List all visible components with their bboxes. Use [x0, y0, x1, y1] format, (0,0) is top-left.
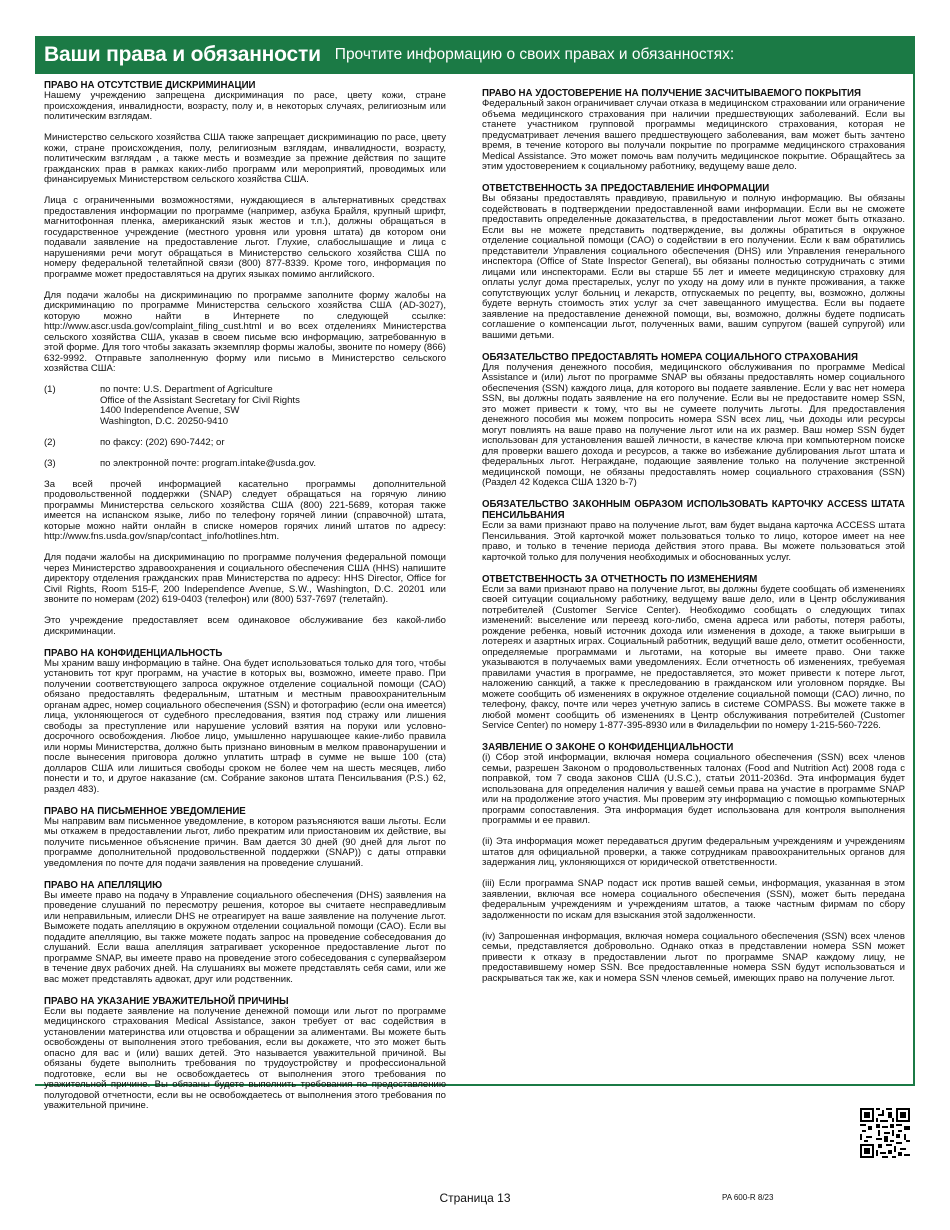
section-ssn — [482, 352, 905, 489]
paragraph: Если за вами признают право на получение льгот, вы должны будете сообщать об изменениях своей ситуации социальному работнику, ведущему ваше дело, или в Центр обслуживания потребителей (Customer Service Center). Необходимо сообщать о следующих типах изменений: выселение или переезд кого-либо, смена адреса или работы, потеря работы, рождение ребенка, новый источник дохода или изменения в доходе, а также выигрыши в лотереях и азартных играх. Социальный работник, ведущий ваше дело, отметит особенности, определяемые программами и льготами, на которые вы имеете право. Они также указываются в получаемых вами уведомлениях. Если отчетность об изменениях, требуемая правилами участия в программе, не предоставляется, это может привести к потере льгот, наложению санкций, а также к преследованию в гражданском или уголовном порядке. Вы можете сообщить об изменениях в окружное отделение социальной помощи (CAO) лично, по телефону, факсу, почте или через учетную запись в системе COMPASS. Вы можете также в любой момент сообщить об изменениях в Центр обслуживания потребителей (Customer Service Center) по номеру 1-877-395-8930 или в Филадельфии по номеру 1-215-560-7226. — [482, 583, 905, 731]
section-access-card — [482, 499, 905, 563]
paragraph: Вы имеете право на подачу в Управление социального обеспечения (DHS) заявления на проведение слушаний по пересмотру решения, которое вы считаете несправедливым или неправильным, илиесли DHS не отреагирует на ваше заявление на получение льгот. Выможете подать апелляцию в окружном отделении социальной помощи (CAO). Если вы подадите апелляцию, вы также можете подать запрос на проведение собеседования до слушаний. Если ваша апелляция затрагивает ускоренное предоставление льгот по программе SNAP, вы имеете право на проведение этого собеседования с супервайзером в течение двух рабочих дней. На слушаниях вы можете представлять себя сами, или же вас может представлять адвокат, друг или родственник. — [44, 889, 446, 985]
section-heading: ПРАВО НА ОТСУТСТВИЕ ДИСКРИМИНАЦИИ — [44, 80, 256, 91]
section-creditable-coverage — [482, 88, 905, 173]
paragraph: Для получения денежного пособия, медицинского обслуживания по программе Medical Assistance и (или) льгот по программе SNAP вы обязаны предоставлять номер социального обеспечения (SSN) каждого лица, для которого вы подаете заявление. Если у вас нет номера SSN, вы должны подать заявление на его получение. Если вы не предоставите номер SSN, это может привести к тому, что вы не сумеете получить льготы. Для предоставления денежного пособия мы можем попросить номера SSN всех лиц, чьи доходы или ресурсы могут повлиять на ваше право на получение льгот или на их размер. Ваш номер SSN будет использован для установления вашей личности, в качестве ключа при компьютерном поиске для проверки вашего дохода и ресурсов, а также во избежание дублирования льгот штата и федеральных льгот. Неграждане, подающие заявление только на получение экстренной медицинской помощи, не обязаны предоставлять номер социального страхования (SSN) (Раздел 42 Кодекса США 1320 b-7) — [482, 361, 905, 488]
page-subtitle: Прочтите информацию о своих правах и обязанностях: — [334, 46, 735, 63]
paragraph: Для подачи жалобы на дискриминацию по программе получения федеральной помощи через Министерство здравоохранения и социального обеспечения США (HHS) напишите директору отделения гражданских прав Министерства по адресу: HHS Director, Office for Civil Rights, Room 515-F, 200 Independence Avenue, S.W., Washington, D.C. 20201 или звоните по номерам (202) 619-0403 (телефон) или (800) 537-7697 (телетайп). — [44, 552, 446, 605]
paragraph: Министерство сельского хозяйства США также запрещает дискриминацию по расе, цвету кожи, стране происхождения, полу, религиозным взглядам, инвалидности, возрасту, политическим взглядам , а также месть и возмездие за прежние действия по защите гражданских прав в рамках каких-либо программ или мероприятий, проводимых или финансируемых Министерством сельского хозяйства США. — [44, 132, 446, 185]
item-number: (3) — [44, 457, 56, 469]
section-heading: ОТВЕТСТВЕННОСТЬ ЗА ОТЧЕТНОСТЬ ПО ИЗМЕНЕНИЯМ — [482, 573, 758, 585]
paragraph: Если за вами признают право на получение льгот, вам будет выдана карточка ACCESS штата Пенсильвания. Этой карточкой может пользоваться только то лицо, которое имеет на нее право, и только в течение периода действия этого права. Вы можете пользоваться этой карточкой только для получения необходимых и обоснованных услуг. — [482, 520, 905, 563]
section-heading: ЗАЯВЛЕНИЕ О ЗАКОНЕ О КОНФИДЕНЦИАЛЬНОСТИ — [482, 742, 734, 753]
page-number: Страница 13 — [439, 1191, 511, 1205]
item-number: (1) — [44, 384, 56, 395]
address-line: 1400 Independence Avenue, SW — [100, 405, 240, 416]
section-information — [482, 183, 905, 341]
section-good-cause — [44, 996, 446, 1112]
left-column — [44, 80, 446, 1122]
section-confidentiality — [44, 648, 446, 796]
paragraph: Вы обязаны предоставлять правдивую, правильную и полную информацию. Вы обязаны содействовать в подтверждении предоставленной вами информации. Если вы не сможете предоставить определенные доказательства, в предоставлении льгот может быть отказано. Если вы не можете представить подтверждение, вы должны обратиться в окружное отделение социальной помощи (CAO) о содействии в его получении. Если к вам обратились представители Управления социального обеспечения (DHS) или Управления генерального инспектора (Office of State Inspector General), вы обязаны полностью сотрудничать с этими лицами или инспекторами. Если вы старше 55 лет и имеете медицинскую страховку для оплаты услуг дома престарелых, услуг по уходу на дому или в пункте проживания, а также сопутствующих услуг больниц и лекарств, отпускаемых по рецепту, вы, возможно, должны будете вернуть стоимость этих услуг за счет завещанного имущества. Если вы подаете заявление на предоставление денежной помощи, вы, возможно, должны будете подписать соглашение о компенсации льгот, полученных вами, вашим супругом (вашей супругой) или вашими детьми. — [482, 193, 905, 341]
section-written-notice — [44, 806, 446, 870]
paragraph: (i) Сбор этой информации, включая номера социального обеспечения (SSN) всех членов семьи, разрешен Законом о продовольственных талонах (Food and Nutrition Act) 2008 года с поправкой, том 7 свода законов США (U.S.C.), статьи 2011-2036d. Эта информация будет использована для определения наличия у вашей семьи права на участие в программе SNAP или на продолжение этого участия. Мы проверим эту информацию с помощью компьютерных программ сопоставления. Эта информация будет использована для контроля выполнения программы и ее правил. — [482, 752, 905, 826]
section-heading: ПРАВО НА УДОСТОВЕРЕНИЕ НА ПОЛУЧЕНИЕ ЗАСЧИТЫВАЕМОГО ПОКРЫТИЯ — [482, 88, 861, 99]
section-heading: ОБЯЗАТЕЛЬСТВО ЗАКОННЫМ ОБРАЗОМ ИСПОЛЬЗОВАТЬ КАРТОЧКУ ACCESS ШТАТА ПЕНСИЛЬВАНИЯ — [482, 499, 905, 521]
section-privacy-act — [482, 742, 905, 984]
paragraph: За всей прочей информацией касательно программы дополнительной продовольственной поддержки (SNAP) следует обращаться на горячую линию программы Министерства сельского хозяйства США (800) 221-5689, которая также имеется на испанском языке, либо по телефону горячей линии (справочной) штата, которые можно найти онлайн в списке номеров горячих линий штатов по адресу: http://www.fns.usda.gov/snap/contact_info/hotlines.htm. — [44, 478, 446, 542]
page-header — [35, 36, 915, 74]
email-line: по электронной почте: program.intake@usda.gov. — [100, 457, 316, 469]
section-appeal — [44, 880, 446, 986]
paragraph: Федеральный закон ограничивает случаи отказа в медицинском страховании или ограничение объема медицинского страхования при наличии предшествующих заболеваний. Если вы станете участником групповой программы медицинского страхования, которая не предусматривает лечения вашего предшествующего заболевания, вам может быть зачтено время, в течение которого вы получали покрытие по программе медицинского страхования Medical Assistance. Это может помочь вам получить медицинское покрытие. Обращайтесь за этим удостоверением к социальному работнику, ведущему ваше дело. — [482, 98, 905, 172]
paragraph: Нашему учреждению запрещена дискриминация по расе, цвету кожи, стране происхождения, инвалидности, возрасту, полу и, в некоторых случаях, религиозным или политическим взглядам. — [44, 90, 446, 122]
section-heading: ПРАВО НА УКАЗАНИЕ УВАЖИТЕЛЬНОЙ ПРИЧИНЫ — [44, 995, 289, 1007]
address-line: по почте: U.S. Department of Agriculture — [100, 384, 273, 395]
section-heading: ПРАВО НА КОНФИДЕНЦИАЛЬНОСТЬ — [44, 647, 223, 659]
paragraph: Это учреждение предоставляет всем одинаковое обслуживание без какой-либо дискриминации. — [44, 615, 446, 637]
section-heading: ПРАВО НА ПИСЬМЕННОЕ УВЕДОМЛЕНИЕ — [44, 805, 246, 817]
section-changes — [482, 574, 905, 732]
paragraph: (iii) Если программа SNAP подаст иск против вашей семьи, информация, указанная в этом заявлении, включая все номера социального обеспечения (SSN), может быть передана федеральным учреждениям и учреждениям штатов, а также частным фирмам по сбору задолженности по искам для взыскания этой задолженности. — [482, 878, 905, 921]
section-heading: ОТВЕТСТВЕННОСТЬ ЗА ПРЕДОСТАВЛЕНИЕ ИНФОРМАЦИИ — [482, 183, 770, 194]
form-number: PA 600-R 8/23 — [722, 1193, 774, 1202]
page-title: Ваши права и обязанности — [44, 43, 321, 66]
paragraph: Лица с ограниченными возможностями, нуждающиеся в альтернативных средствах предоставления информации по программе (например, азбука Брайля, крупный шрифт, магнитофонная пленка, американский язык жестов и т.п.), должны обращаться в государственное учреждение (местного уровня или уровня штата) дв котором они подавали заявление на предоставление льгот. Глухие, слабослышащие и лица с нарушениями речи могут обращаться в Министерство сельского хозяйства США по номеру федеральной телетайпной связи (800) 877-8339. Кроме того, информация по программе может предоставляться на других языках помимо английского. — [44, 195, 446, 280]
contact-item-fax — [44, 438, 446, 449]
contact-item-email — [44, 459, 446, 470]
section-nondiscrimination — [44, 80, 446, 637]
address-line: Office of the Assistant Secretary for Civil Rights — [100, 394, 300, 406]
contact-item-mail — [44, 385, 446, 427]
section-heading: ПРАВО НА АПЕЛЛЯЦИЮ — [44, 879, 163, 891]
paragraph: Мы направим вам письменное уведомление, в котором разъясняются ваши льготы. Если мы откажем в предоставлении льгот, либо прекратим или приостановим их действие, вы получите письменное объяснение причин. Вам дается 30 дней (90 дней для льгот по программе дополнительной продовольственной поддержки (SNAP)) с даты отправки уведомления по почте для подачи заявления на проведение слушаний. — [44, 815, 446, 869]
qr-code-icon — [860, 1108, 910, 1158]
item-number: (2) — [44, 436, 56, 448]
paragraph: Если вы подаете заявление на получение денежной помощи или льгот по программе медицинского страхования Medical Assistance, закон требует от вас содействия в установлении материнства или отцовства и обращении за алиментами. Вы можете быть освобождены от выполнения этого требования, если вы докажете, что это может быть опасно для вас и (или) ваших детей. Это называется уважительной причиной. Вы обязаны будете выполнить требования по трудоустройству и профессиональной подготовке, если вы не освобождаетесь от выполнения этого требования по уважительной причине. Вы обязаны будете выполнить требования по предоставлению полугодовой отчетности, если вы не освобождаетесь от выполнения этого требования по уважительной причине. — [44, 1005, 446, 1111]
right-column — [482, 88, 905, 995]
section-heading: ОБЯЗАТЕЛЬСТВО ПРЕДОСТАВЛЯТЬ НОМЕРА СОЦИАЛЬНОГО СТРАХОВАНИЯ — [482, 351, 858, 363]
address-line: Washington, D.C. 20250-9410 — [100, 415, 229, 427]
paragraph: (iv) Запрошенная информация, включая номера социального обеспечения (SSN) всех членов семьи, представляется добровольно. Однако отказ в представлении номера SSN может привести к отказу в предоставлении льгот по программе SNAP каждому лицу, не предоставившему номер SSN. Все предоставленные номера SSN будут использоваться и раскрываться так же, как и номера SSN членов семьей, имеющих право на получение льгот. — [482, 930, 905, 984]
paragraph: (ii) Эта информация может передаваться другим федеральным учреждениям и учреждениям штатов для официальной проверки, а также сотрудникам правоохранительных органов для задержания лиц, уклоняющихся от юридической ответственности. — [482, 836, 905, 868]
fax-line: по факсу: (202) 690-7442; or — [100, 436, 225, 448]
paragraph: Для подачи жалобы на дискриминацию по программе заполните форму жалобы на дискриминацию по программе Министерства сельского хозяйства США (AD-3027), которую можно найти в Интернете по следующей ссылке: http://www.ascr.usda.gov/complaint_filing_cust.html и во всех отделениях Министерства сельского хозяйства США, указав в своем письме всю информацию, затребованную в этой форме. Для того чтобы заказать экземпляр формы жалобы, звоните по номеру (866) 632-9992. Отправьте заполненную форму или письмо в Министерство сельского хозяйства США: — [44, 289, 446, 374]
paragraph: Мы храним вашу информацию в тайне. Она будет использоваться только для того, чтобы установить тот круг программ, на участие в которых вы, возможно, имеете право. При получении соответствующего запроса окружное отделение социальной помощи (CAO) обязано предоставлять федеральным, штатным и местным правоохранительным органам адрес, номер социального обеспечения (SSN) и фотографию (если она имеется) лица, уклоняющегося от судебного преследования, взятия под стражу или лишения свободы за преступление или нарушение условий взятия на поруки или условно-досрочного освобождения. Любое лицо, умышленно нарушающее какие-либо правила или нормы Министерства, должно быть признано виновным в мелком правонарушении и после вынесения приговора должно уплатить штраф в сумме не выше 100 (ста) долларов США или лишиться свободы сроком не более чем на шесть месяцев, либо понести и то, и другое наказание (см. Собрание законов штата Пенсильвания (P.S.) 62, раздел 483). — [44, 657, 446, 795]
